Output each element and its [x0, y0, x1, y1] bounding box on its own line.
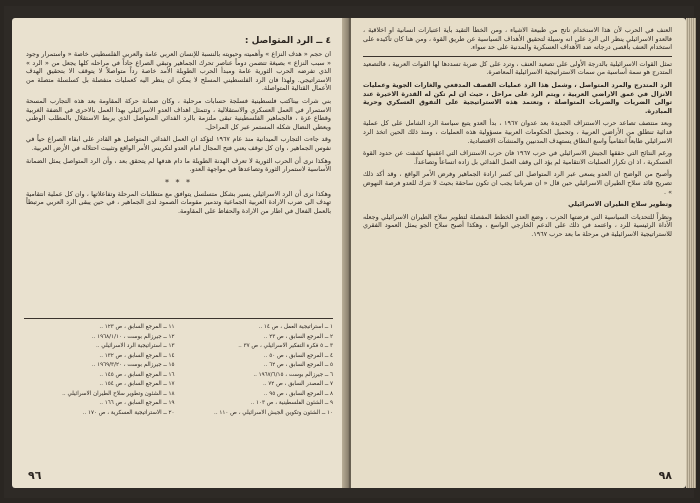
right-page — [351, 18, 686, 488]
paragraph: ان حجم « هدف النزاع » وأهميته وحيويته بالنسبة للإنسان العربي عامة والعربي الفلسطيني خاصة « واستمرار وجود « سبب النزاع » بصيغة تتضمن دوماً عناصر تحرك الجماهير وتبقي الصراع حاداً في مراحله كلها يجعل من « الرد » الذي تفرضه الحرب الثورية عامة ومبدأ الحرب الطويلة الأمد خاصة رداً متواصلاً لا يتوقف الا بتحقيق الهدف الاستراتيجي. ولهذا فان الرد الفلسطيني المسلح لا يمكن ان ينظر اليه كعمليات منفصلة بل كسلسلة متصلة من الأعمال القتالية المتواصلة. — [26, 50, 331, 93]
paragraph: ونظراً للتحديات السياسية التي فرضتها الحرب ، وضع العدو الخطط المفصلة لتطوير سلاح الطيران الاسرائيلي وجعله الأداة الرئيسية للرد ، واعتمد في ذلك على الدعم الخارجي الواسع ، وهكذا أصبح سلاح الجو يمثل العمود الفقري للاستراتيجية الاسرائيلية في مرحلة ما بعد حرب ١٩٦٧. — [363, 212, 672, 238]
bold-phrase: وتطوير سلاح الطيران الاسرائيلي — [568, 200, 672, 209]
footnote: ٩ ــ الشئون الفلسطينية ، ص ١٠٣ .. — [250, 400, 333, 406]
paragraph: تمثل القوات الاسرائيلية بالدرجة الأولى على تصعيد العنف ، وترد على كل ضربة تسددها لها القوات العربية ، فالتصعيد المتدرج هو سمة أساسية من سمات الاستراتيجية الاسرائيلية المعاصرة. — [363, 59, 672, 77]
left-page — [12, 18, 345, 488]
footnote: ١ ــ استراتيجية العمل ، ص ١٤ .. — [258, 324, 333, 330]
paragraph: وأصبح من الواضح ان العدو يسعى عبر الرد المتواصل الى كسر ارادة الجماهير وفرض الأمر الواقع ، وقد أكد ذلك تصريح قائد سلاح الطيران الاسرائيلي حين قال « ان ضرباتنا يجب ان تكون ساحقة بحيث لا تترك للعدو فرصة النهوض » . — [363, 170, 672, 196]
footnote: ٧ ــ المصدر السابق ، ص ٧٢ .. — [262, 381, 333, 387]
footnote: ١٠ ــ الشئون وتكوين الجيش الاسرائيلي ، ص ١١٠ .. — [214, 409, 333, 416]
footnote: ١٥ ــ جيرزالم بوست ، ١٩٦٩/٣/٢٠ .. — [91, 362, 175, 368]
right-page-body — [363, 26, 672, 472]
closing-paragraph: وهكذا نرى أن الرد الاسرائيلي يسير بشكل متسلسل يتوافق مع متطلبات المرحلة وتفاعلاتها ، وان كل عملية انتقامية تهدف الى ضرب الارادة العربية الجماعية وتدمير مقومات الصمود لدى الجماهير ، في حين يبقى الرد العربي مرتبطاً بالعمل الفعال في اطار من الارادة والحفاظ على المقاومة. — [26, 189, 331, 215]
paragraph: العنف في الحرب لأن هذا الاستخدام ناتج من طبيعة الاشياء ، ومن الخطأ التقيد بأية اعتبارات انسانية او اخلاقية ، فالعدو الاسرائيلي ينظر الى الرد على انه وسيلة لتحقيق الأهداف السياسية عن طريق القوة ، ومن هنا كان تأكيده على استخدام العنف بأقصى درجاته ضد الأهداف العسكرية والمدنية على حد سواء. — [363, 26, 672, 52]
footnote: ١٩ ــ المرجع السابق ، ص ١٦٦ .. — [99, 400, 175, 406]
open-book — [4, 6, 694, 498]
footnote: ٥ ــ المرجع السابق ، ص ٦٢ .. — [263, 362, 333, 368]
paragraph: وبعد منتصف تصاعد حرب الاستنزاف الجديدة بعد عدوان ١٩٦٧ ، بدأ العدو يتبع سياسة الرد الشامل على كل عملية فدائية تنطلق من الأراضي العربية ، وتحميل الحكومات العربية مسؤولية هذه العمليات ، ومنذ ذلك الحين اتخذ الرد الاسرائيلي طابعاً انتقامياً واسع النطاق يستهدف المدنيين والمنشآت الاقتصادية. — [363, 119, 672, 145]
paragraph: وقد جاءت التجارب الميدانية منذ عام ١٩٦٧ لتؤكد ان العمل الفدائي المتواصل هو القادر على ابقاء الصراع حياً في نفوس الجماهير ، وان كل توقف يعني فتح المجال امام العدو لتكريس الأمر الواقع وتثبيت احتلاله في الأرض العربية. — [26, 135, 331, 152]
footnote: ٤ ــ المرجع السابق ، ص ٥٠ .. — [263, 352, 333, 359]
footnote: ١١ ــ المرجع السابق ، ص ١٢٣ .. — [99, 324, 175, 330]
page-number: ٩٦ — [28, 469, 42, 482]
footnote: ١٧ ــ المرجع السابق ، ص ١٥٤ .. — [99, 381, 175, 387]
footnote: ٦ ــ جيرزالم بوست ، ١٩٦٧/٦/١٥ .. — [253, 371, 333, 378]
paragraph: ورغم النتائج التي حققها الجيش الاسرائيلي في حرب ١٩٦٧ فان حرب الاستنزاف التي اعقبتها كشفت عن حدود القوة العسكرية ، اذ ان تكرار العمليات الانتقامية لم يؤد الى وقف العمل الفدائي بل زاده اتساعاً وتصاعداً. — [363, 149, 672, 166]
footnotes-column-left — [24, 323, 175, 471]
page-number: ٩٨ — [658, 469, 672, 482]
divider — [363, 56, 672, 57]
page-edges — [686, 18, 696, 488]
footnote: ١٤ ــ المرجع السابق ، ص ١٣٢ .. — [99, 352, 175, 359]
paragraph: وهكذا نرى أن الحرب الثورية لا تعرف الهدنة الطويلة ما دام هدفها لم يتحقق بعد ، وأن الرد المتواصل يمثل الضمانة الأساسية لاستمرار الثورة وتصاعدها في مواجهة العدو. — [26, 156, 331, 174]
footnotes-column-right — [183, 323, 334, 471]
footnote: ٢٠ ــ الاستراتيجية العسكرية ، ص ١٧٠ .. — [82, 409, 175, 416]
footnote: ٨ ــ المرجع السابق ، ص ٩٥ .. — [263, 390, 333, 397]
footnote: ١٢ ــ جيرزالم بوست ، ١٩٦٨/١/١٠ .. — [91, 333, 175, 340]
paragraph: بني شرات بيناكتب فلسطينية فسلجة حسابات مرحلية ، وكان ضمانة حركة المقاومة بعد هذه التجارب المسحة الاستمرار في العمل العسكري والاستقلالية ، وتتمثل اهداف العدو الاسرائيلي بهذا العمل بالاحرى في الضفة الغربية وقطاع غزة ، فالجماهير الفلسطينية تبقى ملتزمة بالرد الفدائي المتواصل الذي يربط الاستقلال بالمطلب الوطني ويعطي النضال شكله المستمر عبر كل المراحل. — [26, 96, 331, 131]
footnote: ١٣ ــ استراتيجية الرد الاسرائيلي .. — [95, 343, 175, 349]
footnote: ٢ ــ المرجع السابق ، ص ٢٣ .. — [263, 333, 333, 340]
footnotes — [24, 318, 333, 471]
footnote: ١٨ ــ الشئون وتطوير سلاح الطيران الاسرائيلي .. — [62, 390, 175, 397]
footnote: ٣ ــ ٥ فكرة التفكير الاسرائيلي ، ص ٣٧ .. — [238, 343, 333, 349]
section-heading: ٤ ــ الرد المتواصل : — [244, 36, 331, 46]
footnote: ١٦ ــ المرجع السابق ، ص ١٤٥ .. — [99, 371, 175, 378]
section-divider-stars: * * * — [164, 177, 193, 187]
left-page-body — [26, 32, 331, 300]
bold-paragraph: الرد المتدرج والمرد المتواصل ، وشمل هذا الرد عمليات القصف المدفعي والغارات الجوية وعمليات الانزال في عمق الاراضي العربية ، ويتم الرد على مراحل ، حيث ان لم تكن له القدرة الاخيرة عند توالى الضربات والضربات المتواصلة ، وتعتمد هذه الاستراتيجية على التفوق العسكري وحرية المبادرة. — [363, 80, 672, 115]
